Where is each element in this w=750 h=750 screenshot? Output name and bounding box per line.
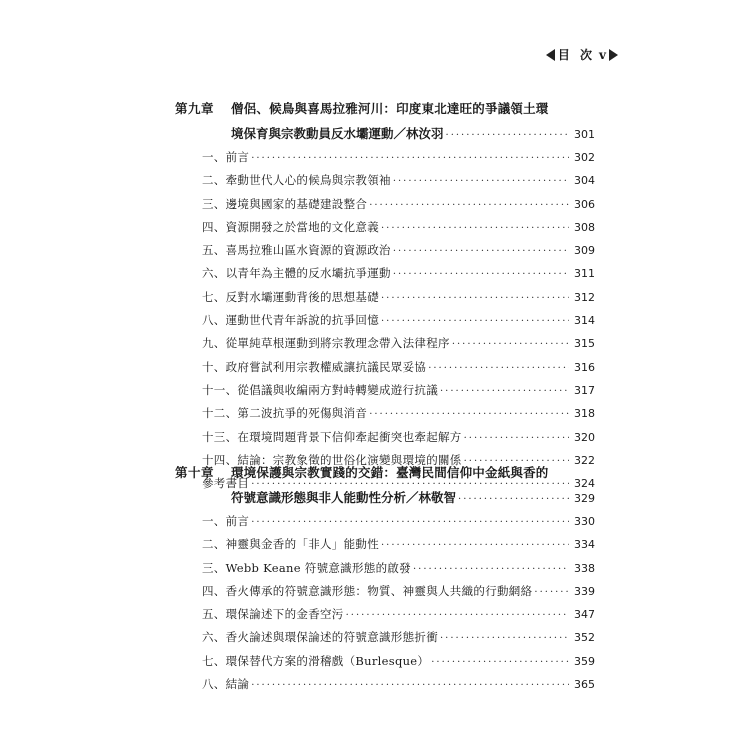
entry-title: 五、環保論述下的金香空污 <box>202 607 344 622</box>
chapter-title-line2: 境保育與宗教動員反水壩運動／林汝羽 <box>231 126 444 141</box>
entry-page: 320 <box>574 430 595 444</box>
entry-title: 八、運動世代青年訴說的抗爭回憶 <box>202 313 379 328</box>
dot-leader <box>369 403 569 426</box>
toc-entry[interactable] <box>175 239 595 262</box>
toc-entry[interactable] <box>175 193 595 216</box>
toc-entry[interactable] <box>175 557 595 580</box>
dot-leader <box>381 310 569 333</box>
entry-page: 309 <box>574 244 595 258</box>
toc-entry[interactable] <box>175 626 595 649</box>
entry-page: 317 <box>574 383 595 397</box>
entry-page: 359 <box>574 654 595 668</box>
dot-leader <box>381 534 569 557</box>
entry-page: 322 <box>574 453 595 467</box>
entry-page: 365 <box>574 678 595 692</box>
entry-title: 三、Webb Keane 符號意識形態的啟發 <box>202 560 411 575</box>
chapter-page-number: 329 <box>574 492 595 505</box>
toc-entry[interactable] <box>175 309 595 332</box>
dot-leader <box>440 627 569 650</box>
entry-title: 三、邊境與國家的基礎建設整合 <box>202 196 368 211</box>
toc-entry[interactable] <box>175 533 595 556</box>
entry-page: 339 <box>574 584 595 598</box>
entry-title: 五、喜馬拉雅山區水資源的資源政治 <box>202 243 391 258</box>
dot-leader <box>413 558 569 581</box>
entry-page: 304 <box>574 174 595 188</box>
chapter-heading-cont[interactable] <box>175 123 595 144</box>
triangle-right-icon <box>609 49 618 61</box>
dot-leader <box>428 357 569 380</box>
toc-entry[interactable] <box>175 402 595 425</box>
entry-title: 十三、在環境問題背景下信仰牽起衝突也牽起解方 <box>202 429 462 444</box>
chapter-label: 第九章 <box>175 101 215 116</box>
toc-entry[interactable] <box>175 262 595 285</box>
running-head <box>546 46 618 63</box>
entry-page: 347 <box>574 608 595 622</box>
entry-page: 312 <box>574 290 595 304</box>
triangle-left-icon <box>546 49 555 61</box>
toc-entry[interactable] <box>175 580 595 603</box>
entry-page: 311 <box>574 267 595 281</box>
section-list <box>175 146 595 495</box>
entry-title: 一、前言 <box>202 514 250 528</box>
dot-leader <box>431 651 569 674</box>
entry-title: 十二、第二波抗爭的死傷與消音 <box>202 406 368 421</box>
toc-entry[interactable] <box>175 169 595 192</box>
toc-entry[interactable] <box>175 286 595 309</box>
entry-title: 一、前言 <box>202 150 250 164</box>
dot-leader <box>534 581 569 604</box>
chapter-heading[interactable] <box>175 98 595 119</box>
toc-entry[interactable] <box>175 216 595 239</box>
dot-leader <box>251 147 569 170</box>
dot-leader <box>393 240 569 263</box>
toc-entry[interactable] <box>175 650 595 673</box>
entry-page: 338 <box>574 561 595 575</box>
entry-title: 四、香火傳承的符號意識形態：物質、神靈與人共織的行動網絡 <box>202 583 533 598</box>
chapter-9 <box>175 98 595 495</box>
running-head-title: 目 次 <box>557 48 596 62</box>
entry-title: 參考書目 <box>202 476 250 491</box>
chapter-10 <box>175 462 595 696</box>
toc-entry[interactable] <box>175 510 595 533</box>
toc-entry[interactable] <box>175 356 595 379</box>
entry-title: 十一、從倡議與收編兩方對峙轉變成遊行抗議 <box>202 382 438 397</box>
chapter-page-number: 301 <box>574 128 595 141</box>
dot-leader <box>458 489 569 510</box>
entry-page: 352 <box>574 631 595 645</box>
toc-entry[interactable] <box>175 603 595 626</box>
entry-page: 308 <box>574 220 595 234</box>
dot-leader <box>346 604 569 627</box>
chapter-label: 第十章 <box>175 465 215 480</box>
entry-title: 十、政府嘗試利用宗教權威讓抗議民眾妥協 <box>202 359 427 374</box>
entry-page: 324 <box>574 477 595 491</box>
toc-entry[interactable] <box>175 673 595 696</box>
entry-page: 318 <box>574 407 595 421</box>
dot-leader <box>446 125 569 146</box>
entry-title: 八、結論 <box>202 677 250 692</box>
entry-title: 七、環保替代方案的滑稽戲（Burlesque） <box>202 653 430 668</box>
dot-leader <box>452 333 569 356</box>
entry-title: 十四、結論：宗教象徵的世俗化演變與環境的關係 <box>202 452 462 467</box>
entry-page: 334 <box>574 538 595 552</box>
chapter-title-line1: 僧侶、候鳥與喜馬拉雅河川：印度東北達旺的爭議領土環 <box>231 101 549 116</box>
dot-leader <box>369 194 569 217</box>
entry-page: 316 <box>574 360 595 374</box>
section-list <box>175 510 595 696</box>
chapter-heading-cont[interactable] <box>175 487 595 508</box>
toc-entry[interactable] <box>175 146 595 169</box>
entry-page: 315 <box>574 337 595 351</box>
entry-page: 314 <box>574 314 595 328</box>
chapter-heading[interactable] <box>175 462 595 483</box>
entry-title: 七、反對水壩運動背後的思想基礎 <box>202 289 379 304</box>
dot-leader <box>440 380 569 403</box>
toc-entry[interactable] <box>175 426 595 449</box>
entry-page: 302 <box>574 151 595 164</box>
entry-title: 二、神靈與金香的「非人」能動性 <box>202 537 379 552</box>
dot-leader <box>381 217 569 240</box>
dot-leader <box>251 674 569 697</box>
chapter-title-line1: 環境保護與宗教實踐的交錯：臺灣民間信仰中金紙與香的 <box>231 465 549 480</box>
toc-entry[interactable] <box>175 332 595 355</box>
toc-entry[interactable] <box>175 379 595 402</box>
dot-leader <box>393 263 569 286</box>
entry-title: 六、以青年為主體的反水壩抗爭運動 <box>202 266 391 281</box>
dot-leader <box>464 427 569 450</box>
chapter-title-line2: 符號意識形態與非人能動性分析／林敬智 <box>231 490 457 505</box>
dot-leader <box>393 170 569 193</box>
entry-title: 九、從單純草根運動到將宗教理念帶入法律程序 <box>202 336 450 351</box>
entry-page: 306 <box>574 197 595 211</box>
running-head-page: v <box>599 47 606 62</box>
entry-title: 六、香火論述與環保論述的符號意識形態折衝 <box>202 630 438 645</box>
dot-leader <box>251 511 569 534</box>
entry-title: 二、牽動世代人心的候鳥與宗教領袖 <box>202 173 391 188</box>
entry-title: 四、資源開發之於當地的文化意義 <box>202 219 379 234</box>
dot-leader <box>381 287 569 310</box>
entry-page: 330 <box>574 515 595 528</box>
